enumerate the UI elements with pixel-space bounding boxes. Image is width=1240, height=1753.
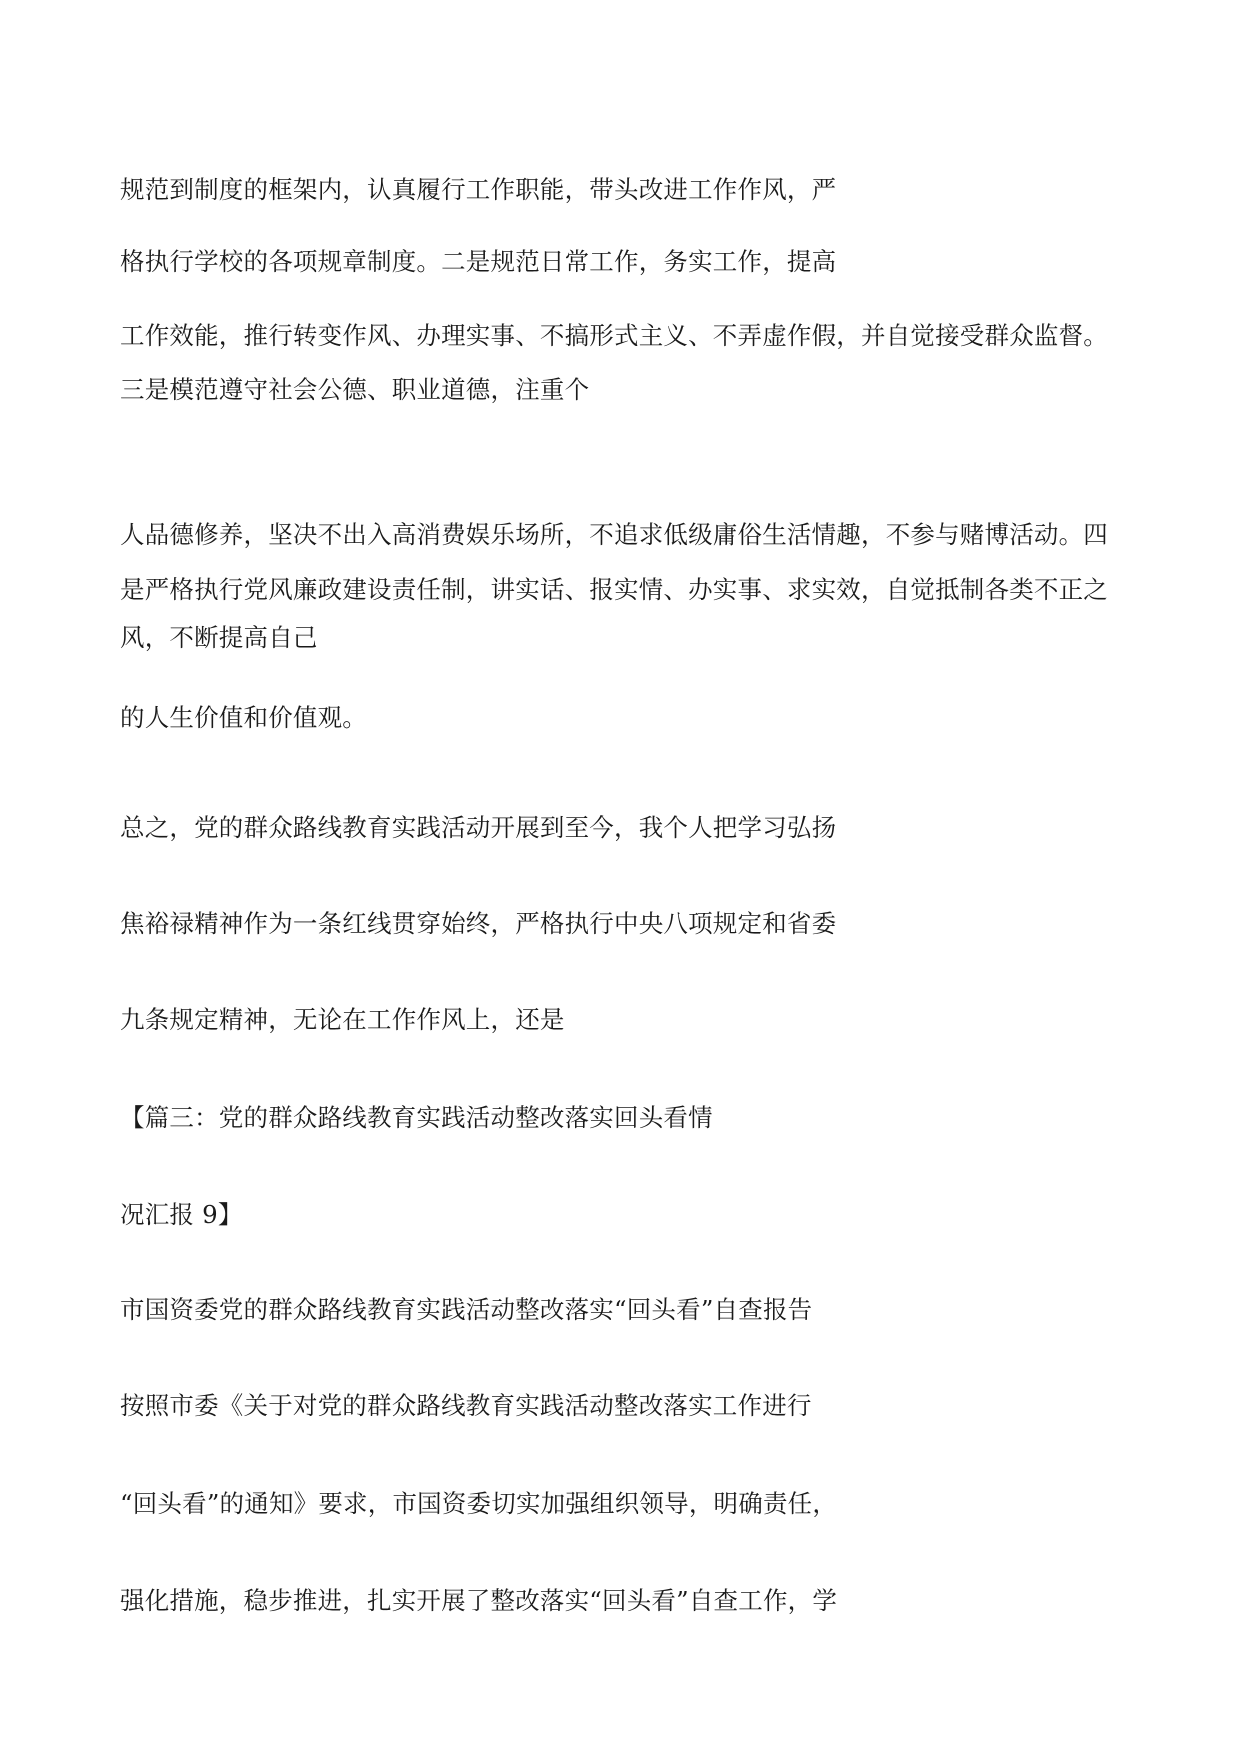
body-text-line: 总之，党的群众路线教育实践活动开展到至今，我个人把学习弘扬 [120,813,837,842]
body-text-line: 按照市委《关于对党的群众路线教育实践活动整改落实工作进行 [120,1391,812,1420]
body-text-line: 工作效能，推行转变作风、办理实事、不搞形式主义、不弄虚作假，并自觉接受群众监督。 [120,321,1108,350]
body-text-line: “回头看”的通知》要求，市国资委切实加强组织领导，明确责任， [120,1489,838,1518]
body-text-line: 人品德修养，坚决不出入高消费娱乐场所，不追求低级庸俗生活情趣，不参与赌博活动。四 [120,520,1108,549]
body-text-line: 是严格执行党风廉政建设责任制，讲实话、报实情、办实事、求实效，自觉抵制各类不正之 [120,575,1108,604]
body-text-line: 风，不断提高自己 [120,623,318,652]
body-text-line: 强化措施，稳步推进，扎实开展了整改落实“回头看”自查工作，学 [120,1586,838,1615]
body-text-line: 的人生价值和价值观。 [120,703,367,732]
body-text-line: 规范到制度的框架内，认真履行工作职能，带头改进工作作风，严 [120,175,837,204]
body-text-line: 焦裕禄精神作为一条红线贯穿始终，严格执行中央八项规定和省委 [120,909,837,938]
body-text-line: 三是模范遵守社会公德、职业道德，注重个 [120,375,590,404]
section-heading: 【篇三：党的群众路线教育实践活动整改落实回头看情 [120,1103,713,1132]
report-title: 市国资委党的群众路线教育实践活动整改落实“回头看”自查报告 [120,1295,813,1324]
section-heading: 况汇报 9】 [120,1200,243,1229]
body-text-line: 九条规定精神，无论在工作作风上，还是 [120,1005,565,1034]
body-text-line: 格执行学校的各项规章制度。二是规范日常工作，务实工作，提高 [120,247,837,276]
